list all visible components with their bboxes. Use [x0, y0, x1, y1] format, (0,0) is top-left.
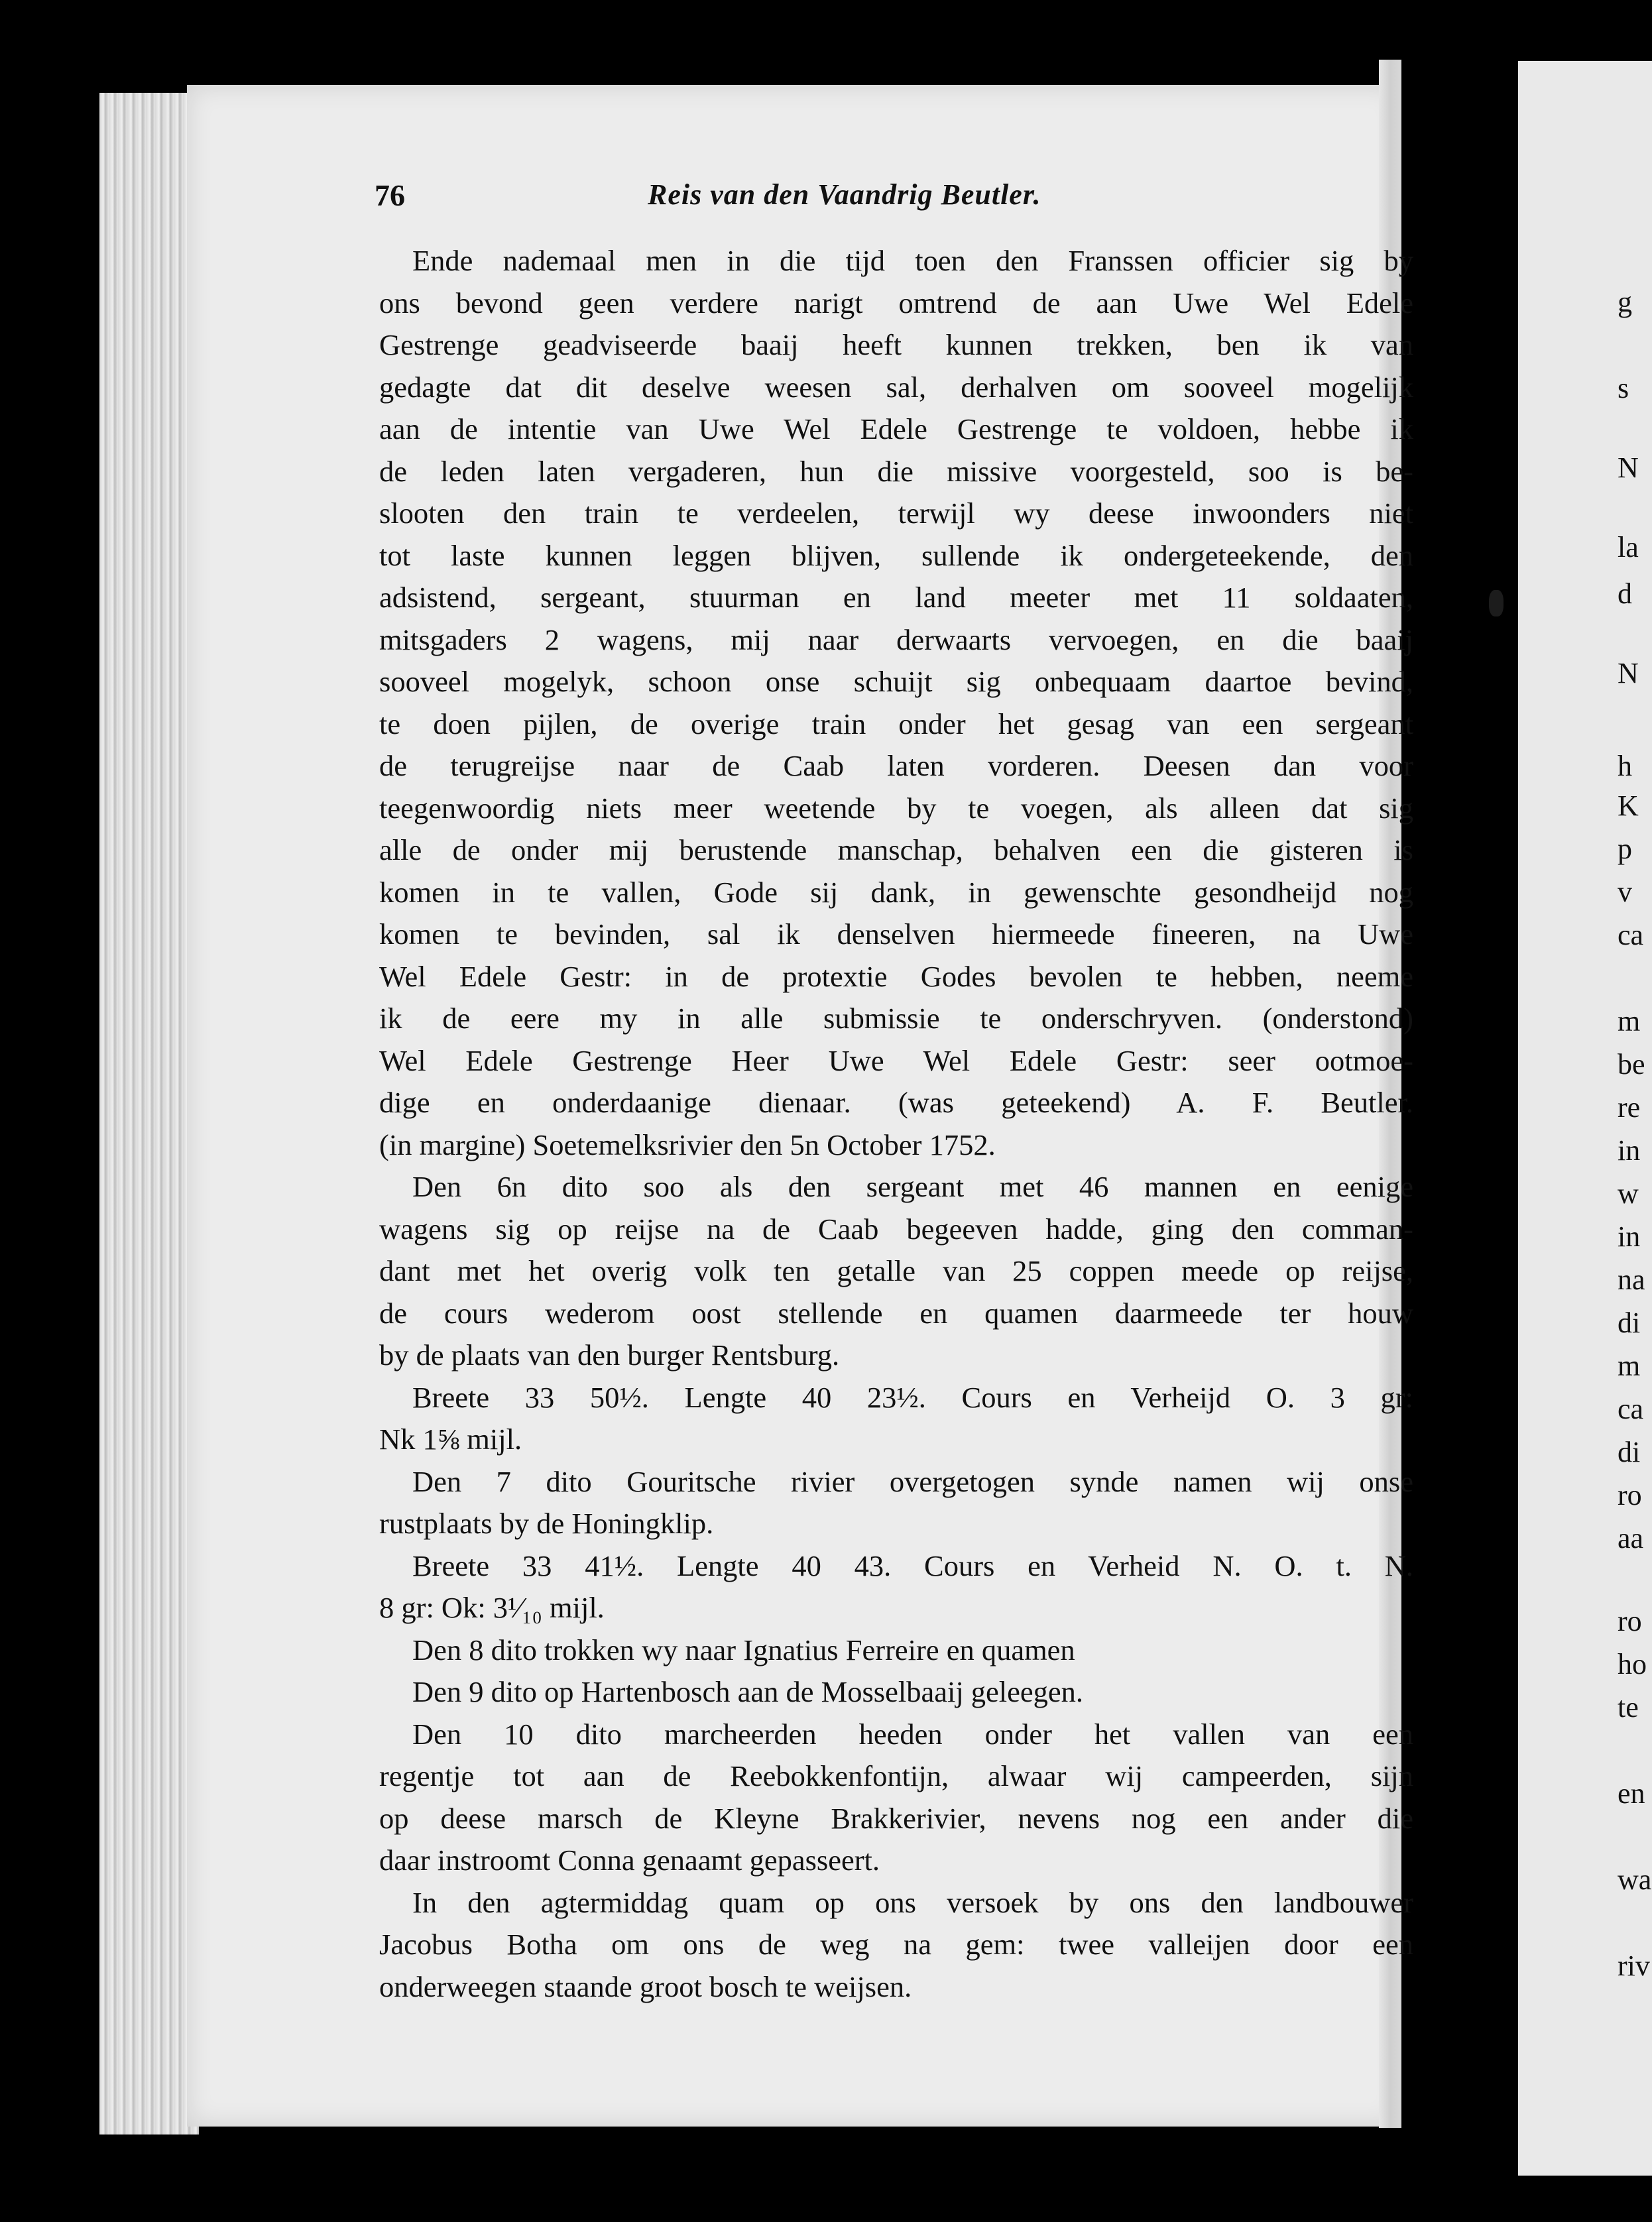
text-line: rustplaats by de Honingklip. — [379, 1507, 714, 1540]
text-line: komen in te vallen, Gode sij dank, in gewenschte gesondheijd nog — [379, 875, 1413, 909]
adjacent-page-fragment: te — [1618, 1691, 1639, 1724]
text-line: Wel Edele Gestr: in de protextie Godes bevolen te hebben, neeme — [379, 959, 1413, 993]
text-line: de cours wederom oost stellende en quamen daarmeede ter houw — [379, 1296, 1413, 1330]
adjacent-page-fragment: p — [1618, 833, 1632, 865]
adjacent-page-fragment: di — [1618, 1436, 1641, 1468]
adjacent-page-fragment: m — [1618, 1350, 1641, 1382]
text-line: gedagte dat dit deselve weesen sal, derhalven om sooveel mogelijk — [379, 370, 1413, 404]
text-line: ons bevond geen verdere narigt omtrend de aan Uwe Wel Edele — [379, 286, 1413, 320]
text-line: aan de intentie van Uwe Wel Edele Gestrenge te voldoen, hebbe ik — [379, 412, 1413, 445]
adjacent-page-fragment: w — [1618, 1177, 1639, 1210]
adjacent-page-fragment: ca — [1618, 919, 1644, 951]
text-line: Den 7 dito Gouritsche rivier overgetogen synde namen wij onse — [412, 1464, 1413, 1498]
text-line: by de plaats van den burger Rentsburg. — [379, 1338, 840, 1372]
text-line: Ende nademaal men in die tijd toen den Franssen officier sig by — [412, 244, 1413, 277]
adjacent-page-fragment: di — [1618, 1307, 1641, 1339]
adjacent-page-fragment: na — [1618, 1263, 1645, 1296]
text-line: tot laste kunnen leggen blijven, sullende ik ondergeteekende, den — [379, 538, 1413, 572]
text-line: wagens sig op reijse na de Caab begeeven hadde, ging den comman- — [379, 1212, 1413, 1246]
body-text — [379, 240, 1413, 2008]
text-line: Breete 33 41½. Lengte 40 43. Cours en Verheid N. O. t. N. — [412, 1549, 1413, 1582]
adjacent-page-fragment: en — [1618, 1777, 1645, 1810]
text-line: Breete 33 50½. Lengte 40 23½. Cours en Verheijd O. 3 gr: — [412, 1380, 1413, 1414]
text-line: dige en onderdaanige dienaar. (was geteekend) A. F. Beutler. — [379, 1086, 1413, 1119]
ink-smudge — [1489, 590, 1504, 616]
text-line: de terugreijse naar de Caab laten vorderen. Deesen dan voor — [379, 749, 1413, 782]
adjacent-page-fragment: g — [1618, 286, 1632, 318]
text-line: daar instroomt Conna genaamt gepasseert. — [379, 1843, 880, 1877]
adjacent-page-fragment: in — [1618, 1220, 1641, 1253]
adjacent-page-fragment: re — [1618, 1091, 1641, 1124]
adjacent-page-fragment: be — [1618, 1048, 1645, 1081]
adjacent-page-fragment: N — [1618, 451, 1639, 484]
text-line: alle de onder mij berustende manschap, behalven een die gisteren is — [379, 833, 1413, 866]
text-line: In den agtermiddag quam op ons versoek by ons den landbouwer — [412, 1885, 1413, 1919]
adjacent-page-fragment: v — [1618, 876, 1632, 908]
text-line: sooveel mogelyk, schoon onse schuijt sig onbequaam daartoe bevind, — [379, 665, 1413, 698]
adjacent-page-fragment: in — [1618, 1134, 1641, 1167]
text-line: 8 gr: Ok: 3¹⁄₁₀ mijl. — [379, 1591, 605, 1624]
text-line: Den 8 dito trokken wy naar Ignatius Ferreire en quamen — [412, 1633, 1075, 1666]
text-line: dant met het overig volk ten getalle van 25 coppen meede op reijse, — [379, 1254, 1413, 1287]
adjacent-page-fragment: d — [1618, 577, 1632, 610]
text-line: mitsgaders 2 wagens, mij naar derwaarts vervoegen, en die baaij — [379, 622, 1413, 656]
text-line: onderweegen staande groot bosch te weijsen. — [379, 1969, 912, 2003]
text-line: slooten den train te verdeelen, terwijl wy deese inwoonders niet — [379, 497, 1413, 530]
adjacent-page-fragment: wa — [1618, 1863, 1652, 1896]
text-line: Gestrenge geadviseerde baaij heeft kunnen trekken, ben ik van — [379, 328, 1413, 361]
text-line: teegenwoordig niets meer weetende by te voegen, als alleen dat sig — [379, 791, 1413, 825]
adjacent-page-fragment: ca — [1618, 1393, 1644, 1425]
adjacent-page-fragment: ro — [1618, 1479, 1642, 1511]
adjacent-page-fragment: N — [1618, 657, 1639, 689]
adjacent-page-fragment: K — [1618, 789, 1639, 822]
text-line: op deese marsch de Kleyne Brakkerivier, nevens nog een ander die — [379, 1801, 1413, 1835]
adjacent-page-fragment: la — [1618, 531, 1639, 563]
text-line: regentje tot aan de Reebokkenfontijn, alwaar wij campeerden, sijn — [379, 1759, 1413, 1792]
page-number: 76 — [375, 178, 405, 212]
page-header — [375, 178, 1356, 224]
text-line: adsistend, sergeant, stuurman en land meeter met 11 soldaaten, — [379, 581, 1413, 614]
text-line: Nk 1⅝ mijl. — [379, 1423, 522, 1456]
text-line: komen te bevinden, sal ik denselven hiermeede fineeren, na Uwe — [379, 917, 1413, 951]
page-edges — [99, 93, 199, 2134]
text-line: Jacobus Botha om ons de weg na gem: twee valleijen door een — [379, 1928, 1413, 1961]
text-line: Den 6n dito soo als den sergeant met 46 mannen en eenige — [412, 1170, 1413, 1203]
adjacent-page-fragment: h — [1618, 750, 1632, 782]
running-head: Reis van den Vaandrig Beutler. — [648, 178, 1041, 211]
adjacent-page-fragment: m — [1618, 1005, 1641, 1037]
adjacent-page-fragment: riv — [1618, 1950, 1650, 1982]
text-line: Den 9 dito op Hartenbosch aan de Mosselbaaij geleegen. — [412, 1675, 1084, 1708]
text-line: te doen pijlen, de overige train onder het gesag van een sergeant — [379, 707, 1413, 740]
text-line: Den 10 dito marcheerden heeden onder het vallen van een — [412, 1717, 1413, 1751]
adjacent-page-fragment: ho — [1618, 1648, 1647, 1680]
adjacent-page-fragment: s — [1618, 372, 1629, 404]
text-line: ik de eere my in alle submissie te onderschryven. (onderstond) — [379, 1002, 1413, 1035]
text-line: de leden laten vergaderen, hun die missive voorgesteld, soo is be- — [379, 454, 1413, 488]
text-line: Wel Edele Gestrenge Heer Uwe Wel Edele Gestr: seer ootmoe- — [379, 1043, 1413, 1077]
text-line: (in margine) Soetemelksrivier den 5n October 1752. — [379, 1128, 996, 1161]
adjacent-page-fragment: ro — [1618, 1605, 1642, 1637]
adjacent-page-fragment: aa — [1618, 1522, 1644, 1554]
